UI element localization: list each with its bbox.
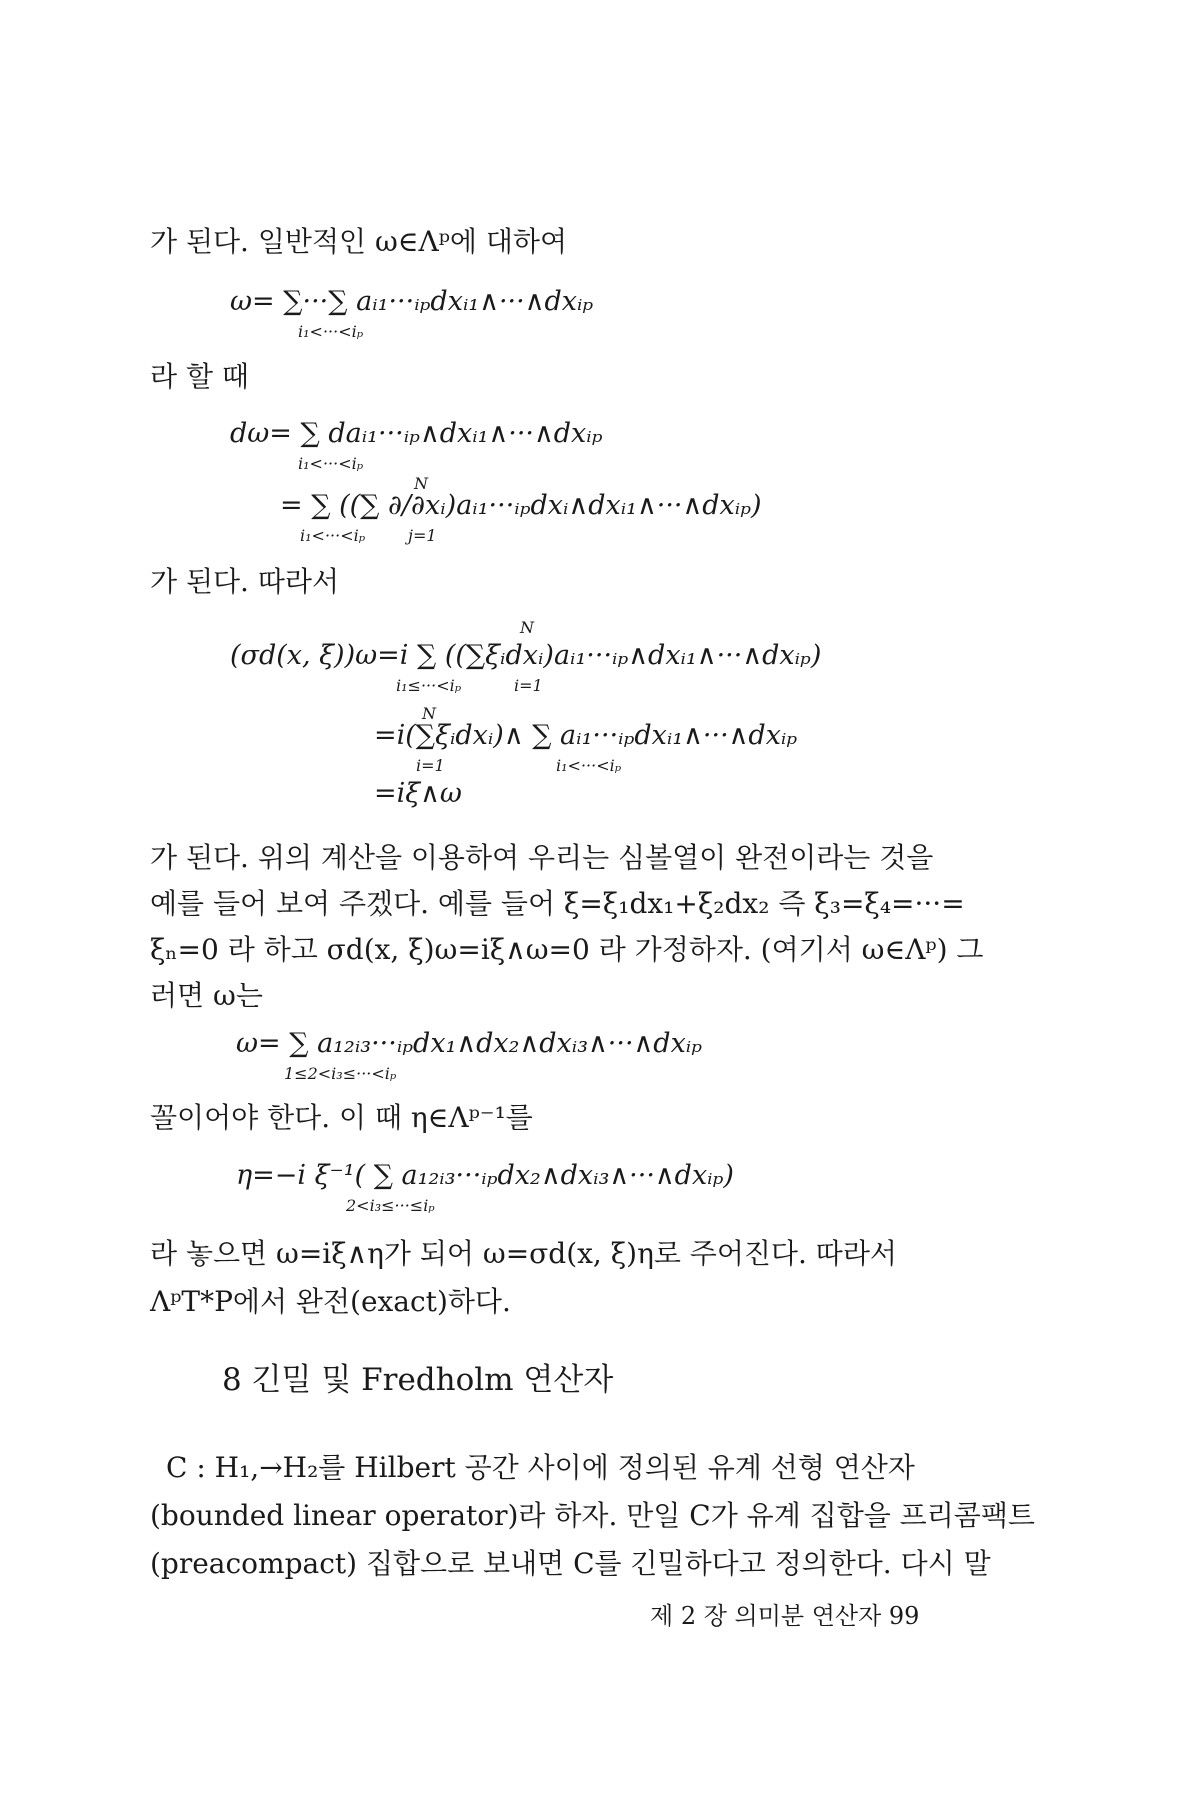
equation-subscript: i=1 xyxy=(514,676,543,695)
equation-superscript: N xyxy=(422,704,436,723)
equation-main: dω= ∑ daᵢ₁···ᵢₚ∧dxᵢ₁∧···∧dxᵢₚ xyxy=(230,418,603,449)
equation-subscript: i₁<···<iₚ xyxy=(300,526,366,545)
equation-superscript: N xyxy=(414,474,428,493)
equation-superscript: N xyxy=(520,618,534,637)
text-line: 러면 ω는 xyxy=(150,979,263,1012)
section-heading: 8 긴밀 및 Fredholm 연산자 xyxy=(222,1362,614,1398)
text-line: 가 된다. 위의 계산을 이용하여 우리는 심볼열이 완전이라는 것을 xyxy=(150,841,934,874)
equation-main: (σd(x, ξ))ω=i ∑ ((∑ξᵢdxᵢ)aᵢ₁···ᵢₚ∧dxᵢ₁∧···∧dxᵢₚ) xyxy=(230,640,822,671)
text-line: ΛᵖT*P에서 완전(exact)하다. xyxy=(150,1285,511,1318)
text-line: ξₙ=0 라 하고 σd(x, ξ)ω=iξ∧ω=0 라 가정하자. (여기서 ω∈Λᵖ) 그 xyxy=(150,933,984,966)
equation-result: =iξ∧ω xyxy=(374,778,462,809)
equation-main: η=−i ξ⁻¹( ∑ a₁₂ᵢ₃···ᵢₚdx₂∧dxᵢ₃∧···∧dxᵢₚ) xyxy=(236,1160,734,1191)
equation-main: ω= ∑ a₁₂ᵢ₃···ᵢₚdx₁∧dx₂∧dxᵢ₃∧···∧dxᵢₚ xyxy=(236,1028,703,1059)
text-line: (bounded linear operator)라 하자. 만일 C가 유계 집합을 프리콤팩트 xyxy=(150,1499,1035,1532)
equation-main: ω= ∑···∑ aᵢ₁···ᵢₚdxᵢ₁∧···∧dxᵢₚ xyxy=(230,286,594,317)
text-line: 예를 들어 보여 주겠다. 예를 들어 ξ=ξ₁dx₁+ξ₂dx₂ 즉 ξ₃=ξ₄=···= xyxy=(150,887,965,920)
equation-main: =i(∑ξᵢdxᵢ)∧ ∑ aᵢ₁···ᵢₚdxᵢ₁∧···∧dxᵢₚ xyxy=(374,720,798,751)
equation-subscript: i=1 xyxy=(416,756,445,775)
text-line: 라 할 때 xyxy=(150,360,249,393)
text-line: C : H₁,→H₂를 Hilbert 공간 사이에 정의된 유계 선형 연산자 xyxy=(166,1451,915,1484)
text-line: 가 된다. 일반적인 ω∈Λᵖ에 대하여 xyxy=(150,225,568,258)
page-footer: 제 2 장 의미분 연산자 99 xyxy=(650,1602,920,1630)
equation-subscript: 2<i₃≤···≤iₚ xyxy=(346,1196,435,1215)
text-line: 꼴이어야 한다. 이 때 η∈Λᵖ⁻¹를 xyxy=(150,1101,533,1134)
equation-subscript: i₁≤···<iₚ xyxy=(396,676,462,695)
equation-subscript: i₁<···<iₚ xyxy=(298,322,364,341)
equation-main: = ∑ ((∑ ∂/∂xᵢ)aᵢ₁···ᵢₚdxᵢ∧dxᵢ₁∧···∧dxᵢₚ) xyxy=(280,490,762,521)
text-line: 가 된다. 따라서 xyxy=(150,565,339,598)
text-line: (preacompact) 집합으로 보내면 C를 긴밀하다고 정의한다. 다시 말 xyxy=(150,1547,991,1580)
equation-subscript: i₁<···<iₚ xyxy=(298,454,364,473)
equation-subscript: j=1 xyxy=(408,526,437,545)
equation-subscript: 1≤2<i₃≤···<iₚ xyxy=(284,1064,397,1083)
text-line: 라 놓으면 ω=iξ∧η가 되어 ω=σd(x, ξ)η로 주어진다. 따라서 xyxy=(150,1237,897,1270)
equation-subscript: i₁<···<iₚ xyxy=(556,756,622,775)
